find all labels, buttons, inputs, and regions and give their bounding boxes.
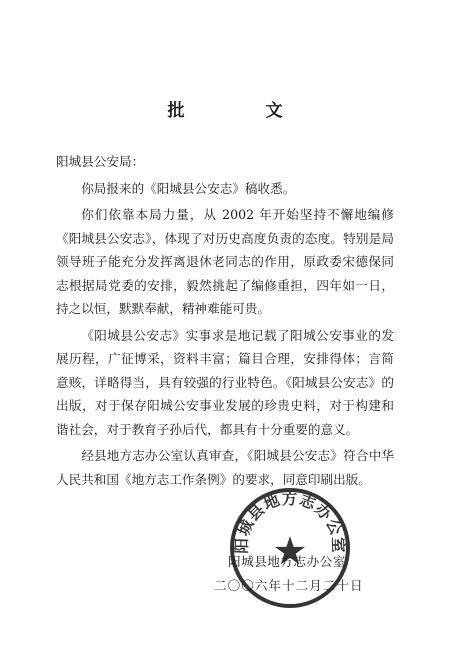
document-title: 批 文: [167, 101, 315, 121]
official-seal-stamp: [228, 486, 352, 610]
paragraph-4: 经县地方志办公室认真审查，《阳城县公安志》符合中华人民共和国《地方志工作条例》的要求，同意印刷出版。: [56, 448, 394, 487]
star-icon: [275, 536, 305, 565]
paragraph-1: 你局报来的《阳城县公安志》稿收悉。: [81, 180, 296, 196]
document-body: [56, 150, 394, 494]
svg-text:阳城县地方志办公室: 阳城县地方志办公室: [232, 489, 348, 554]
paragraph-3: 《阳城县公安志》实事求是地记载了阳城公安事业的发展历程，广征博采，资料丰富；篇目合理，安排得体；言简意赅，详略得当，具有较强的行业特色。《阳城县公安志》的出版，对于保存阳城公安事业发展的珍贵史料，对于构建和谐社会，对于教育子孙后代，都具有十分重要的意义。: [56, 327, 394, 437]
issuing-organization: 阳城县地方志办公室: [228, 554, 346, 569]
issue-date: 二〇〇六年十二月二十日: [214, 578, 364, 593]
salutation: 阳城县公安局：: [56, 154, 145, 169]
paragraph-2: 你们依靠本局力量，从 2002 年开始坚持不懈地编修《阳城县公安志》，体现了对历史高度负责的态度。特别是局领导班子能充分发挥离退休老同志的作用，原政委宋德保同志根据局党委的安排，毅然挑起了编修重担，四年如一日，持之以恒，默默奉献，精神难能可贵。: [56, 207, 394, 316]
